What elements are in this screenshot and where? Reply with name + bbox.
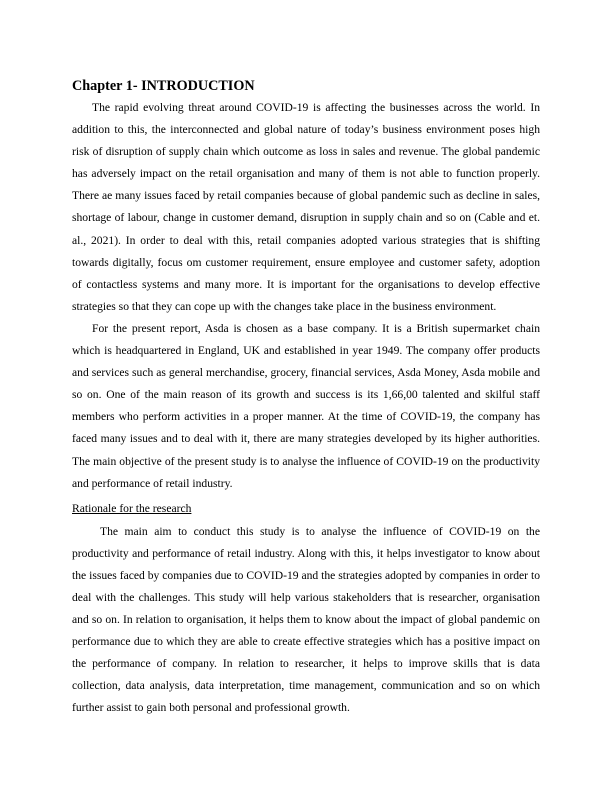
intro-paragraph-2: For the present report, Asda is chosen as a base company. It is a British supermarket chain which is headquartered in England, UK and established in year 1949. The company offer products and services such as general merchandise, grocery, financial services, Asda Money, Asda mobile and so on. One of the main reason of its growth and success is its 1,66,00 talented and skilful staff members who perform activities in a proper manner. At the time of COVID-19, the company has faced many issues and to deal with it, there are many strategies developed by its higher authorities. The main objective of the present study is to analyse the influence of COVID-19 on the productivity and performance of retail industry. [72, 321, 540, 490]
chapter-title: Chapter 1- INTRODUCTION [72, 78, 255, 94]
intro-paragraph-1: The rapid evolving threat around COVID-19 is affecting the businesses across the world. In addition to this, the interconnected and global nature of today’s business environment poses high risk of disruption of supply chain which outcome as loss in sales and revenue. The global pandemic has adversely impact on the retail organisation and many of them is not able to function properly. There ae many issues faced by retail companies because of global pandemic such as decline in sales, shortage of labour, change in customer demand, disruption in supply chain and so on (Cable and et. al., 2021). In order to deal with this, retail companies adopted various strategies that is shifting towards digitally, focus om customer requirement, ensure employee and customer safety, adoption of contactless systems and many more. It is important for the organisations to develop effective strategies so that they can cope up with the changes take place in the business environment. [72, 101, 540, 313]
rationale-paragraph-1: The main aim to conduct this study is to analyse the influence of COVID-19 on the productivity and performance of retail industry. Along with this, it helps investigator to know about the issues faced by companies due to COVID-19 and the strategies adopted by companies in order to deal with the challenges. This study will help various stakeholders that is researcher, organisation and so on. In relation to organisation, it helps them to know about the impact of global pandemic on performance due to which they are able to create effective strategies which has a positive impact on the performance of company. In relation to researcher, it helps to improve skills that is data collection, data analysis, data interpretation, time management, communication and so on which further assist to gain both personal and professional growth. [72, 524, 540, 715]
document-page [72, 77, 540, 720]
rationale-heading: Rationale for the research [72, 501, 192, 515]
